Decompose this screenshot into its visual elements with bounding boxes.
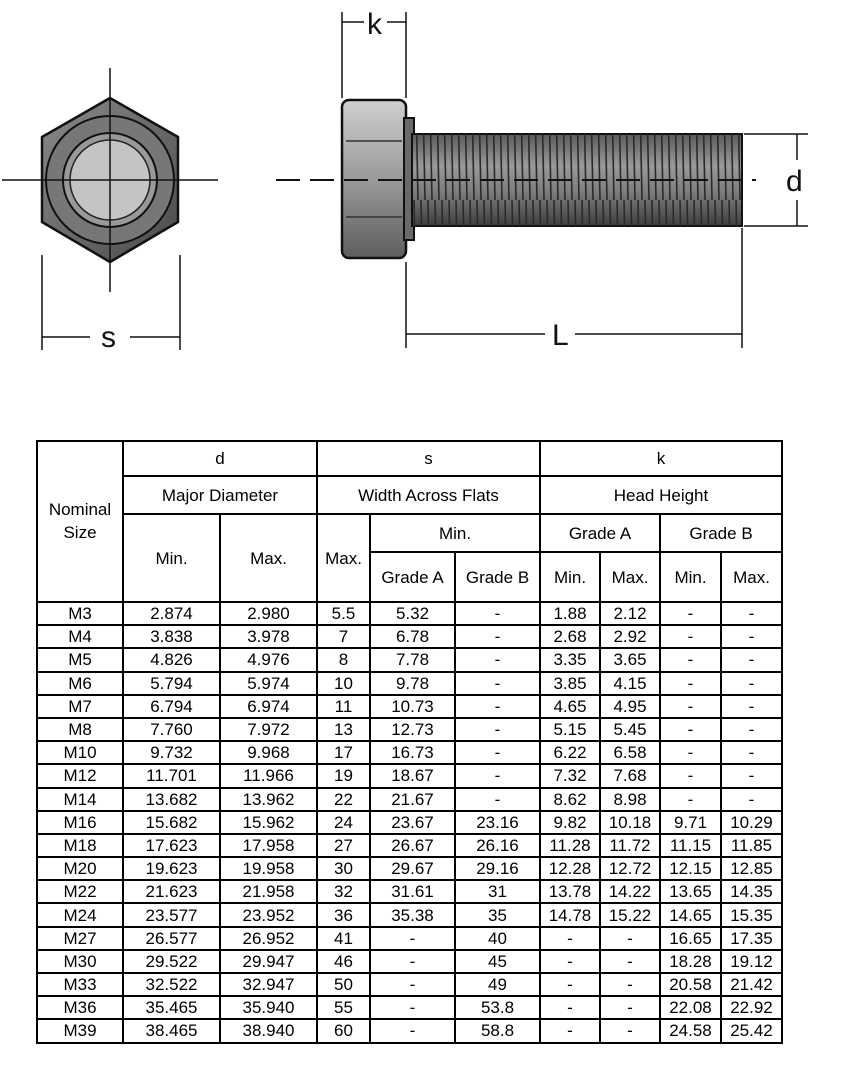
table-cell: 23.577 <box>123 903 220 926</box>
table-cell: 25.42 <box>721 1019 782 1042</box>
table-cell: M16 <box>37 811 123 834</box>
table-cell: - <box>455 602 540 625</box>
table-cell: 9.82 <box>540 811 600 834</box>
table-cell: 8.98 <box>600 788 660 811</box>
table-cell: 23.952 <box>220 903 317 926</box>
table-cell: - <box>660 602 721 625</box>
header-k-a-max: Max. <box>600 552 660 602</box>
table-cell: 58.8 <box>455 1019 540 1042</box>
table-row <box>37 648 782 671</box>
table-cell: - <box>370 1019 455 1042</box>
table-cell: 7.972 <box>220 718 317 741</box>
table-cell: 12.73 <box>370 718 455 741</box>
header-width-across-flats: Width Across Flats <box>317 476 540 514</box>
table-row <box>37 764 782 787</box>
table-cell: 6.22 <box>540 741 600 764</box>
table-cell: 9.968 <box>220 741 317 764</box>
table-cell: - <box>721 788 782 811</box>
table-cell: 26.577 <box>123 927 220 950</box>
table-cell: 20.58 <box>660 973 721 996</box>
table-cell: - <box>660 718 721 741</box>
table-cell: 5.794 <box>123 672 220 695</box>
table-cell: 27 <box>317 834 370 857</box>
table-cell: 14.78 <box>540 903 600 926</box>
table-cell: - <box>455 741 540 764</box>
table-cell: 7.32 <box>540 764 600 787</box>
table-cell: 11.72 <box>600 834 660 857</box>
table-cell: 29.947 <box>220 950 317 973</box>
table-cell: - <box>600 1019 660 1042</box>
table-cell: 5.32 <box>370 602 455 625</box>
header-nominal-size: Nominal Size <box>37 441 123 602</box>
table-cell: - <box>540 996 600 1019</box>
table-cell: - <box>600 973 660 996</box>
table-cell: 14.65 <box>660 903 721 926</box>
table-cell: - <box>455 788 540 811</box>
table-row <box>37 695 782 718</box>
table-cell: - <box>370 950 455 973</box>
table-cell: - <box>455 718 540 741</box>
table-cell: 45 <box>455 950 540 973</box>
l-dimension <box>406 228 742 352</box>
table-cell: 50 <box>317 973 370 996</box>
k-dimension-label: k <box>367 8 382 41</box>
table-cell: 46 <box>317 950 370 973</box>
table-cell: - <box>540 1019 600 1042</box>
table-cell: 21.623 <box>123 880 220 903</box>
table-cell: M14 <box>37 788 123 811</box>
table-cell: 2.12 <box>600 602 660 625</box>
table-cell: 17.35 <box>721 927 782 950</box>
table-cell: M10 <box>37 741 123 764</box>
table-cell: 3.35 <box>540 648 600 671</box>
hex-bolt-dimension-table <box>36 440 783 1044</box>
table-cell: 21.958 <box>220 880 317 903</box>
bolt-dimension-drawing <box>0 0 856 430</box>
table-cell: 3.978 <box>220 625 317 648</box>
table-row <box>37 903 782 926</box>
table-cell: - <box>721 718 782 741</box>
table-cell: - <box>455 648 540 671</box>
table-cell: - <box>455 625 540 648</box>
table-cell: 29.16 <box>455 857 540 880</box>
table-cell: 26.67 <box>370 834 455 857</box>
table-cell: 4.95 <box>600 695 660 718</box>
table-cell: M30 <box>37 950 123 973</box>
s-dimension-label: s <box>101 321 116 354</box>
table-cell: 55 <box>317 996 370 1019</box>
table-cell: - <box>721 764 782 787</box>
table-cell: 24 <box>317 811 370 834</box>
table-cell: 6.58 <box>600 741 660 764</box>
table-cell: 2.92 <box>600 625 660 648</box>
table-cell: 26.952 <box>220 927 317 950</box>
table-row <box>37 602 782 625</box>
table-cell: 41 <box>317 927 370 950</box>
table-cell: 5.974 <box>220 672 317 695</box>
table-cell: 14.22 <box>600 880 660 903</box>
table-cell: 24.58 <box>660 1019 721 1042</box>
table-cell: 4.976 <box>220 648 317 671</box>
table-cell: 36 <box>317 903 370 926</box>
table-cell: 6.974 <box>220 695 317 718</box>
table-cell: 16.65 <box>660 927 721 950</box>
table-cell: 32 <box>317 880 370 903</box>
table-cell: 11 <box>317 695 370 718</box>
table-cell: 38.940 <box>220 1019 317 1042</box>
table-cell: - <box>660 672 721 695</box>
table-cell: - <box>370 973 455 996</box>
table-cell: 21.67 <box>370 788 455 811</box>
hex-head-end-view <box>2 68 218 292</box>
table-cell: 26.16 <box>455 834 540 857</box>
table-cell: 30 <box>317 857 370 880</box>
header-d-min: Min. <box>123 514 220 602</box>
table-cell: - <box>600 927 660 950</box>
bolt-side-view <box>276 100 756 258</box>
table-cell: 7.760 <box>123 718 220 741</box>
table-cell: 11.28 <box>540 834 600 857</box>
table-cell: 2.68 <box>540 625 600 648</box>
header-s-max: Max. <box>317 514 370 602</box>
table-cell: 19.958 <box>220 857 317 880</box>
table-cell: 2.980 <box>220 602 317 625</box>
table-cell: 35 <box>455 903 540 926</box>
table-cell: M8 <box>37 718 123 741</box>
table-cell: 22.08 <box>660 996 721 1019</box>
table-cell: 13.962 <box>220 788 317 811</box>
table-cell: 14.35 <box>721 880 782 903</box>
header-s-min-grade-a: Grade A <box>370 552 455 602</box>
table-cell: M6 <box>37 672 123 695</box>
s-dimension <box>42 255 180 354</box>
l-dimension-label: L <box>552 319 569 352</box>
table-cell: 10.73 <box>370 695 455 718</box>
header-s-min: Min. <box>370 514 540 552</box>
table-cell: - <box>455 695 540 718</box>
table-cell: - <box>721 672 782 695</box>
table-cell: - <box>660 764 721 787</box>
table-cell: M18 <box>37 834 123 857</box>
header-k: k <box>540 441 782 476</box>
table-cell: 21.42 <box>721 973 782 996</box>
table-row <box>37 718 782 741</box>
table-cell: - <box>721 648 782 671</box>
table-cell: 15.962 <box>220 811 317 834</box>
table-cell: 12.15 <box>660 857 721 880</box>
table-cell: 32.522 <box>123 973 220 996</box>
table-cell: 38.465 <box>123 1019 220 1042</box>
header-k-grade-b: Grade B <box>660 514 782 552</box>
table-row <box>37 741 782 764</box>
table-cell: 7 <box>317 625 370 648</box>
table-cell: 15.35 <box>721 903 782 926</box>
table-row <box>37 927 782 950</box>
header-s-min-grade-b: Grade B <box>455 552 540 602</box>
table-cell: 11.85 <box>721 834 782 857</box>
table-cell: M7 <box>37 695 123 718</box>
table-cell: 23.67 <box>370 811 455 834</box>
table-cell: - <box>455 764 540 787</box>
header-head-height: Head Height <box>540 476 782 514</box>
table-cell: M22 <box>37 880 123 903</box>
table-cell: 17.623 <box>123 834 220 857</box>
table-cell: 35.465 <box>123 996 220 1019</box>
d-dimension-label: d <box>786 165 803 198</box>
table-cell: - <box>600 950 660 973</box>
table-cell: 2.874 <box>123 602 220 625</box>
table-cell: 15.22 <box>600 903 660 926</box>
table-cell: 9.71 <box>660 811 721 834</box>
table-row <box>37 950 782 973</box>
table-cell: 13.65 <box>660 880 721 903</box>
table-cell: 40 <box>455 927 540 950</box>
header-major-diameter: Major Diameter <box>123 476 317 514</box>
k-dimension <box>342 8 406 98</box>
table-cell: 35.38 <box>370 903 455 926</box>
table-cell: 49 <box>455 973 540 996</box>
table-cell: 3.85 <box>540 672 600 695</box>
table-cell: 5.15 <box>540 718 600 741</box>
table-row <box>37 811 782 834</box>
header-k-b-max: Max. <box>721 552 782 602</box>
table-cell: 16.73 <box>370 741 455 764</box>
table-row <box>37 834 782 857</box>
header-k-a-min: Min. <box>540 552 600 602</box>
table-cell: - <box>660 695 721 718</box>
table-cell: 12.85 <box>721 857 782 880</box>
table-cell: 17 <box>317 741 370 764</box>
table-cell: 10 <box>317 672 370 695</box>
table-cell: - <box>370 927 455 950</box>
table-cell: 3.838 <box>123 625 220 648</box>
table-cell: - <box>660 625 721 648</box>
table-row <box>37 672 782 695</box>
table-cell: 6.78 <box>370 625 455 648</box>
table-cell: 18.28 <box>660 950 721 973</box>
table-cell: 22.92 <box>721 996 782 1019</box>
table-cell: 53.8 <box>455 996 540 1019</box>
header-d-max: Max. <box>220 514 317 602</box>
table-cell: - <box>721 741 782 764</box>
table-cell: M24 <box>37 903 123 926</box>
table-cell: 11.701 <box>123 764 220 787</box>
table-row <box>37 625 782 648</box>
table-cell: 12.28 <box>540 857 600 880</box>
table-row <box>37 788 782 811</box>
table-cell: 22 <box>317 788 370 811</box>
table-cell: - <box>660 741 721 764</box>
table-cell: 4.65 <box>540 695 600 718</box>
table-cell: - <box>540 927 600 950</box>
table-cell: M27 <box>37 927 123 950</box>
table-cell: 4.15 <box>600 672 660 695</box>
table-cell: 13 <box>317 718 370 741</box>
table-row <box>37 880 782 903</box>
table-cell: M3 <box>37 602 123 625</box>
table-cell: M12 <box>37 764 123 787</box>
table-cell: 23.16 <box>455 811 540 834</box>
table-cell: 29.522 <box>123 950 220 973</box>
header-s: s <box>317 441 540 476</box>
table-cell: 8 <box>317 648 370 671</box>
table-cell: 5.5 <box>317 602 370 625</box>
table-cell: - <box>660 648 721 671</box>
table-cell: - <box>721 602 782 625</box>
table-cell: 18.67 <box>370 764 455 787</box>
table-cell: 17.958 <box>220 834 317 857</box>
table-cell: M5 <box>37 648 123 671</box>
table-cell: 15.682 <box>123 811 220 834</box>
table-cell: - <box>721 625 782 648</box>
table-cell: 19.623 <box>123 857 220 880</box>
table-cell: - <box>600 996 660 1019</box>
table-cell: 19.12 <box>721 950 782 973</box>
table-cell: M39 <box>37 1019 123 1042</box>
table-cell: - <box>455 672 540 695</box>
table-cell: M36 <box>37 996 123 1019</box>
table-cell: 29.67 <box>370 857 455 880</box>
table-cell: - <box>370 996 455 1019</box>
table-cell: 6.794 <box>123 695 220 718</box>
table-cell: - <box>540 973 600 996</box>
header-k-grade-a: Grade A <box>540 514 660 552</box>
table-row <box>37 1019 782 1042</box>
table-cell: 19 <box>317 764 370 787</box>
table-cell: 31.61 <box>370 880 455 903</box>
table-cell: M20 <box>37 857 123 880</box>
table-cell: 7.68 <box>600 764 660 787</box>
table-cell: 10.18 <box>600 811 660 834</box>
table-cell: 7.78 <box>370 648 455 671</box>
table-cell: 13.682 <box>123 788 220 811</box>
header-d: d <box>123 441 317 476</box>
table-cell: 9.732 <box>123 741 220 764</box>
table-cell: 60 <box>317 1019 370 1042</box>
table-cell: 11.15 <box>660 834 721 857</box>
table-cell: M33 <box>37 973 123 996</box>
table-row <box>37 857 782 880</box>
header-k-b-min: Min. <box>660 552 721 602</box>
table-cell: 32.947 <box>220 973 317 996</box>
table-cell: - <box>721 695 782 718</box>
table-cell: 13.78 <box>540 880 600 903</box>
table-row <box>37 996 782 1019</box>
table-cell: 8.62 <box>540 788 600 811</box>
table-cell: - <box>540 950 600 973</box>
table-cell: 5.45 <box>600 718 660 741</box>
table-cell: 12.72 <box>600 857 660 880</box>
table-cell: 4.826 <box>123 648 220 671</box>
table-cell: 11.966 <box>220 764 317 787</box>
table-cell: M4 <box>37 625 123 648</box>
table-row <box>37 973 782 996</box>
table-cell: 1.88 <box>540 602 600 625</box>
table-cell: 3.65 <box>600 648 660 671</box>
table-cell: 10.29 <box>721 811 782 834</box>
table-cell: 9.78 <box>370 672 455 695</box>
table-cell: 31 <box>455 880 540 903</box>
table-cell: - <box>660 788 721 811</box>
table-cell: 35.940 <box>220 996 317 1019</box>
